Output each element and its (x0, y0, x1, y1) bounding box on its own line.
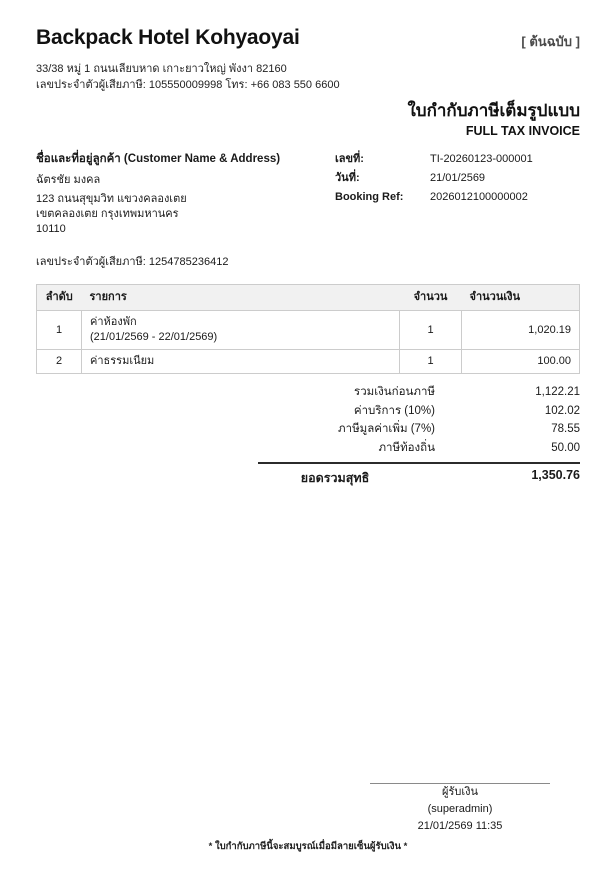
local-tax-row (36, 439, 580, 458)
invoice-date-value: 21/01/2569 (430, 172, 486, 184)
subtotal-row (36, 383, 580, 402)
customer-section-label: ชื่อและที่อยู่ลูกค้า (Customer Name & Address) (36, 153, 281, 165)
item-description (82, 311, 400, 350)
subtotal-label: รวมเงินก่อนภาษี (354, 386, 435, 398)
invoice-date-label: วันที่: (335, 172, 360, 184)
col-header-description: รายการ (82, 285, 400, 311)
customer-address-line: เขตคลองเตย กรุงเทพมหานคร (36, 208, 179, 220)
vat-value: 78.55 (551, 423, 580, 435)
item-amount: 100.00 (462, 350, 580, 374)
customer-block (36, 150, 335, 237)
invoice-info-section (36, 150, 580, 237)
hotel-name: Backpack Hotel Kohyaoyai (36, 26, 300, 49)
vat-label: ภาษีมูลค่าเพิ่ม (7%) (338, 423, 435, 435)
signature-datetime: 21/01/2569 11:35 (417, 820, 503, 832)
item-description-detail: (21/01/2569 - 22/01/2569) (90, 331, 218, 343)
signature-signer: (superadmin) (427, 803, 493, 815)
seller-address-line: 33/38 หมู่ 1 ถนนเลียบหาด เกาะยาวใหญ่ พังงา 82160 (36, 63, 287, 75)
col-header-qty: จำนวน (400, 285, 462, 311)
footer-note: * ใบกำกับภาษีนี้จะสมบูรณ์เมื่อมีลายเซ็นผู้รับเงิน * (208, 841, 408, 852)
local-tax-label: ภาษีท้องถิ่น (378, 441, 435, 454)
signature-role: ผู้รับเงิน (442, 786, 478, 798)
table-row (37, 350, 580, 374)
item-no: 2 (37, 350, 82, 374)
item-amount: 1,020.19 (462, 311, 580, 350)
item-description (82, 350, 400, 374)
service-charge-label: ค่าบริการ (10%) (353, 404, 435, 417)
service-charge-value: 102.02 (544, 404, 580, 417)
customer-address (36, 192, 335, 237)
invoice-date-row (335, 169, 580, 188)
booking-ref-label: Booking Ref: (335, 191, 404, 203)
doc-title-thai: ใบกำกับภาษีเต็มรูปแบบ (407, 101, 580, 120)
customer-address-line: 10110 (36, 223, 66, 235)
item-no: 1 (37, 311, 82, 350)
vat-row (36, 420, 580, 439)
col-header-amount: จำนวนเงิน (462, 285, 580, 311)
totals-section (36, 383, 580, 488)
grand-total-row (36, 468, 580, 488)
item-description-text: ค่าห้องพัก (90, 316, 137, 328)
col-header-no: ลำดับ (37, 285, 82, 311)
line-items-table (36, 284, 580, 374)
local-tax-value: 50.00 (551, 441, 580, 454)
subtotal-value: 1,122.21 (535, 386, 580, 398)
invoice-number-label: เลขที่: (335, 153, 364, 165)
signature-block (370, 783, 550, 835)
doc-title-english: FULL TAX INVOICE (465, 124, 580, 138)
booking-ref-value: 2026012100000002 (430, 191, 528, 203)
document-title (36, 99, 580, 139)
page-header (36, 26, 580, 52)
copy-type-badge: [ ต้นฉบับ ] (521, 34, 580, 49)
invoice-number-row (335, 150, 580, 169)
table-header-row (37, 285, 580, 311)
booking-ref-row (335, 188, 580, 207)
item-description-text: ค่าธรรมเนียม (90, 355, 155, 367)
invoice-number-value: TI-20260123-000001 (430, 153, 533, 165)
seller-address (36, 61, 580, 93)
grand-total-label: ยอดรวมสุทธิ (300, 471, 370, 485)
seller-taxid-phone-line: เลขประจำตัวผู้เสียภาษี: 105550009998 โทร: +66 083 550 6600 (36, 79, 340, 91)
customer-name: ฉัตรชัย มงคล (36, 174, 101, 186)
customer-address-line: 123 ถนนสุขุมวิท แขวงคลองเตย (36, 193, 187, 205)
item-qty: 1 (400, 350, 462, 374)
grand-total-divider (258, 462, 580, 464)
service-charge-row (36, 402, 580, 421)
item-qty: 1 (400, 311, 462, 350)
table-row (37, 311, 580, 350)
grand-total-value: 1,350.76 (531, 468, 580, 482)
customer-tax-id: เลขประจำตัวผู้เสียภาษี: 1254785236412 (36, 256, 229, 268)
invoice-meta-block (335, 150, 580, 237)
